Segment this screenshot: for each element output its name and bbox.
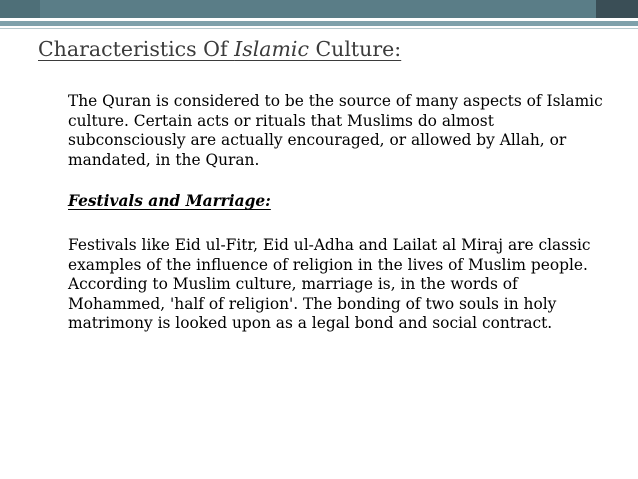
slide-title-part1: Characteristics Of [38,37,235,61]
top-accent-line [0,21,638,26]
top-bar-main-segment [40,0,596,18]
slide-content [68,92,608,334]
top-thin-line [0,28,638,29]
festivals-paragraph: Festivals like Eid ul-Fitr, Eid ul-Adha and Lailat al Miraj are classic examples of the influence of religion in the lives of Muslim people. According to Muslim culture, marriage is, in the words of Mohammed, 'half of religion'. The bonding of two souls in holy matrimony is looked upon as a legal bond and social contract. [68,235,591,333]
intro-paragraph: The Quran is considered to be the source of many aspects of Islamic culture. Certain acts or rituals that Muslims do almost subconsciously are actually encouraged, or allowed by Allah, or mandated, in the Quran. [68,92,603,169]
section-subheading: Festivals and Marriage: [68,192,271,211]
slide-title-part2: Culture: [308,37,402,61]
top-bar-left-segment [0,0,40,18]
slide-title [38,37,401,61]
top-bar-right-segment [596,0,638,18]
slide-title-emphasis: Islamic [234,37,309,61]
top-decorative-bar [0,0,638,18]
